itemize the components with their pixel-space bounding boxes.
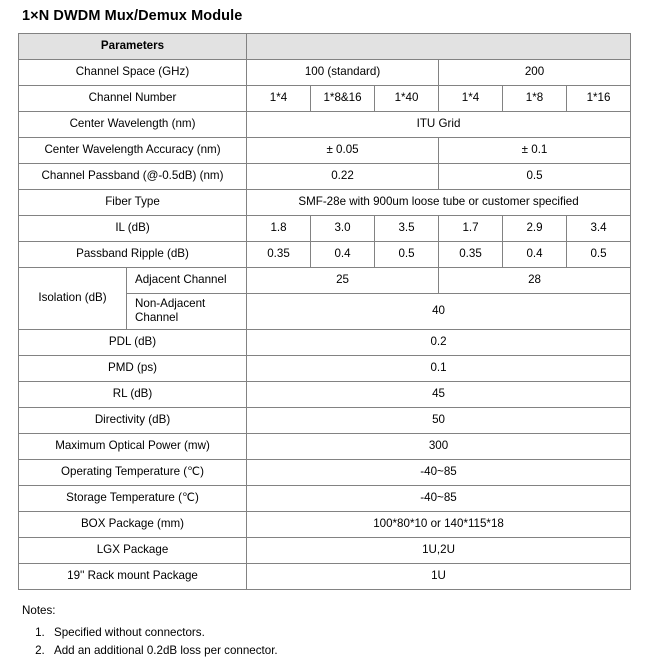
- row-value: 200: [439, 60, 631, 86]
- row-value: 1*16: [567, 86, 631, 112]
- row-value: 0.2: [247, 329, 631, 355]
- table-row: [19, 355, 631, 381]
- row-sublabel: Adjacent Channel: [127, 268, 247, 294]
- table-row: [19, 459, 631, 485]
- table-row: [19, 242, 631, 268]
- header-values: [247, 34, 631, 60]
- table-row: [19, 329, 631, 355]
- row-label: PMD (ps): [19, 355, 247, 381]
- row-value: 1*8&16: [311, 86, 375, 112]
- row-value: 25: [247, 268, 439, 294]
- table-row: [19, 433, 631, 459]
- row-label: Operating Temperature (℃): [19, 459, 247, 485]
- row-value: -40~85: [247, 459, 631, 485]
- table-row: [19, 537, 631, 563]
- row-value: 45: [247, 381, 631, 407]
- row-label: BOX Package (mm): [19, 511, 247, 537]
- table-row: [19, 407, 631, 433]
- row-value: ± 0.05: [247, 138, 439, 164]
- table-row: [19, 381, 631, 407]
- row-value: 100 (standard): [247, 60, 439, 86]
- row-value: 28: [439, 268, 631, 294]
- page-title: 1×N DWDM Mux/Demux Module: [22, 8, 243, 24]
- row-label: Center Wavelength (nm): [19, 112, 247, 138]
- table-row: [19, 60, 631, 86]
- row-label: Channel Number: [19, 86, 247, 112]
- row-value: 0.5: [375, 242, 439, 268]
- table-row: [19, 86, 631, 112]
- row-value: 0.35: [439, 242, 503, 268]
- row-value: 0.35: [247, 242, 311, 268]
- row-label: Channel Passband (@-0.5dB) (nm): [19, 164, 247, 190]
- row-value: 300: [247, 433, 631, 459]
- row-label: IL (dB): [19, 216, 247, 242]
- row-value: 0.4: [503, 242, 567, 268]
- row-value: 1.7: [439, 216, 503, 242]
- row-label: Channel Space (GHz): [19, 60, 247, 86]
- row-label: Isolation (dB): [19, 268, 127, 330]
- row-value: 1U: [247, 563, 631, 589]
- row-label: Storage Temperature (℃): [19, 485, 247, 511]
- table-row: [19, 563, 631, 589]
- row-value: 3.4: [567, 216, 631, 242]
- specifications-table: [18, 33, 631, 590]
- table-row: [19, 511, 631, 537]
- row-label: LGX Package: [19, 537, 247, 563]
- row-value: 0.5: [439, 164, 631, 190]
- row-value: 100*80*10 or 140*115*18: [247, 511, 631, 537]
- row-value: 50: [247, 407, 631, 433]
- notes-list: [22, 626, 632, 657]
- table-row: [19, 216, 631, 242]
- row-value: 1*8: [503, 86, 567, 112]
- note-item: 2. Add an additional 0.2dB loss per connector.: [48, 644, 632, 657]
- row-value: 3.5: [375, 216, 439, 242]
- row-value: ± 0.1: [439, 138, 631, 164]
- row-value: 0.5: [567, 242, 631, 268]
- table-row: [19, 164, 631, 190]
- notes-heading: Notes:: [22, 603, 56, 617]
- row-value: 0.1: [247, 355, 631, 381]
- row-value: 0.22: [247, 164, 439, 190]
- row-label: RL (dB): [19, 381, 247, 407]
- row-value: 2.9: [503, 216, 567, 242]
- row-value: -40~85: [247, 485, 631, 511]
- row-value: 1*4: [247, 86, 311, 112]
- table-row: [19, 112, 631, 138]
- row-value: 3.0: [311, 216, 375, 242]
- note-item: 1. Specified without connectors.: [48, 626, 632, 639]
- table-row: [19, 268, 631, 294]
- row-value: 0.4: [311, 242, 375, 268]
- row-value: ITU Grid: [247, 112, 631, 138]
- notes-section: [18, 604, 632, 657]
- row-value: 1U,2U: [247, 537, 631, 563]
- row-value: 40: [247, 294, 631, 330]
- row-label: Center Wavelength Accuracy (nm): [19, 138, 247, 164]
- table-header-row: [19, 34, 631, 60]
- row-label: Fiber Type: [19, 190, 247, 216]
- row-value: SMF-28e with 900um loose tube or customer specified: [247, 190, 631, 216]
- row-label: PDL (dB): [19, 329, 247, 355]
- table-row: [19, 485, 631, 511]
- row-label: Maximum Optical Power (mw): [19, 433, 247, 459]
- table-row: [19, 138, 631, 164]
- row-label: Directivity (dB): [19, 407, 247, 433]
- row-label: Passband Ripple (dB): [19, 242, 247, 268]
- row-value: 1*40: [375, 86, 439, 112]
- row-label: 19'' Rack mount Package: [19, 563, 247, 589]
- row-value: 1*4: [439, 86, 503, 112]
- row-sublabel: Non-Adjacent Channel: [127, 294, 247, 330]
- row-value: 1.8: [247, 216, 311, 242]
- table-row: [19, 190, 631, 216]
- header-parameters: Parameters: [19, 34, 247, 60]
